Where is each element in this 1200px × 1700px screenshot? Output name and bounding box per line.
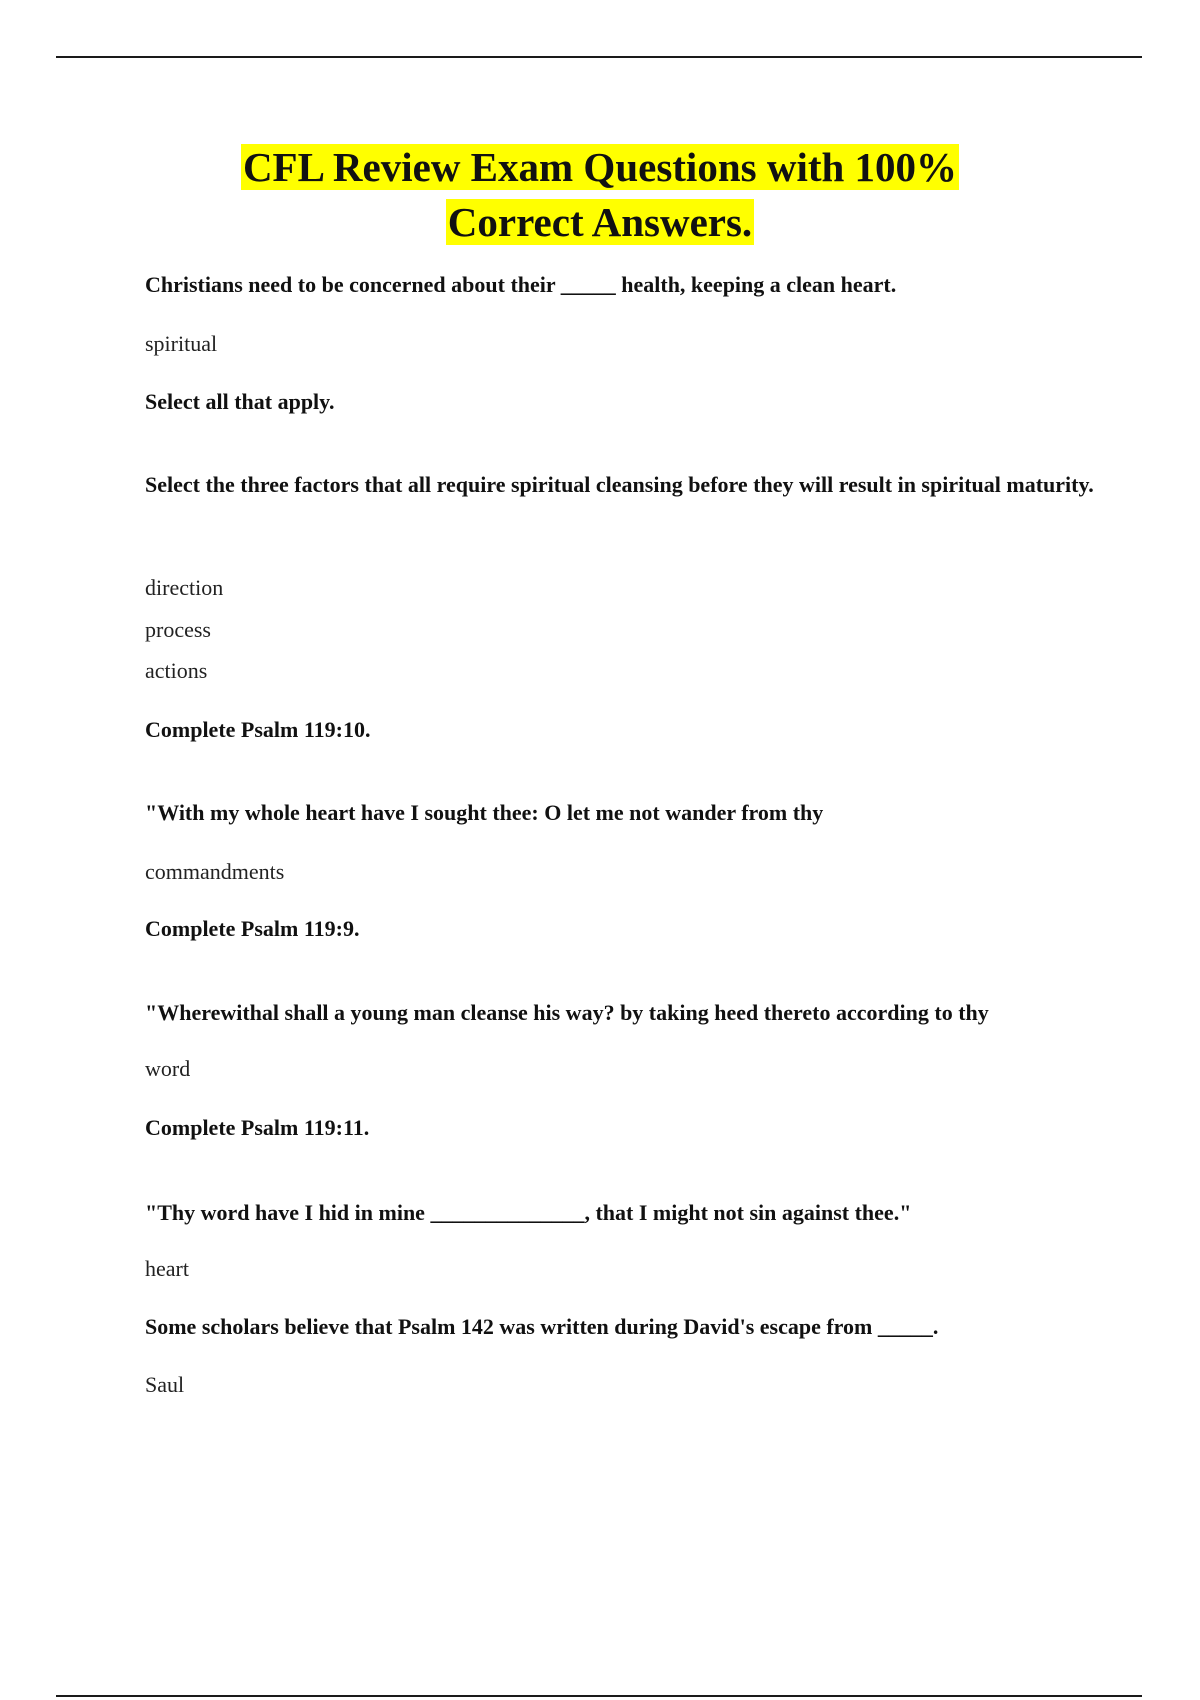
question-instruction: Complete Psalm 119:11. bbox=[145, 1115, 370, 1140]
answer-text: heart bbox=[145, 1256, 189, 1281]
title-line-1: CFL Review Exam Questions with 100% bbox=[242, 144, 958, 190]
title-line-2: Correct Answers. bbox=[447, 199, 753, 245]
answer-text: actions bbox=[145, 658, 208, 683]
question-text: "Thy word have I hid in mine ______________, that I might not sin against thee." bbox=[145, 1200, 912, 1225]
question-text: "With my whole heart have I sought thee: O let me not wander from thy bbox=[145, 800, 824, 825]
answer-text: spiritual bbox=[145, 331, 218, 356]
question-text: Some scholars believe that Psalm 142 was written during David's escape from _____. bbox=[145, 1314, 939, 1339]
footer-rule bbox=[56, 1695, 1142, 1697]
answer-text: Saul bbox=[145, 1372, 185, 1397]
answer-text: word bbox=[145, 1056, 191, 1081]
question-instruction: Complete Psalm 119:9. bbox=[145, 916, 360, 941]
question-instruction: Complete Psalm 119:10. bbox=[145, 717, 371, 742]
header-rule bbox=[56, 56, 1142, 58]
document-title bbox=[0, 140, 1200, 250]
question-text: "Wherewithal shall a young man cleanse his way? by taking heed thereto according to thy bbox=[145, 1000, 989, 1025]
question-text: Select the three factors that all require spiritual cleansing before they will result in spiritual maturity. bbox=[145, 472, 1094, 497]
question-text: Christians need to be concerned about their _____ health, keeping a clean heart. bbox=[145, 272, 897, 297]
answer-text: process bbox=[145, 617, 211, 642]
answer-text: direction bbox=[145, 575, 224, 600]
question-instruction: Select all that apply. bbox=[145, 389, 335, 414]
answer-text: commandments bbox=[145, 859, 285, 884]
